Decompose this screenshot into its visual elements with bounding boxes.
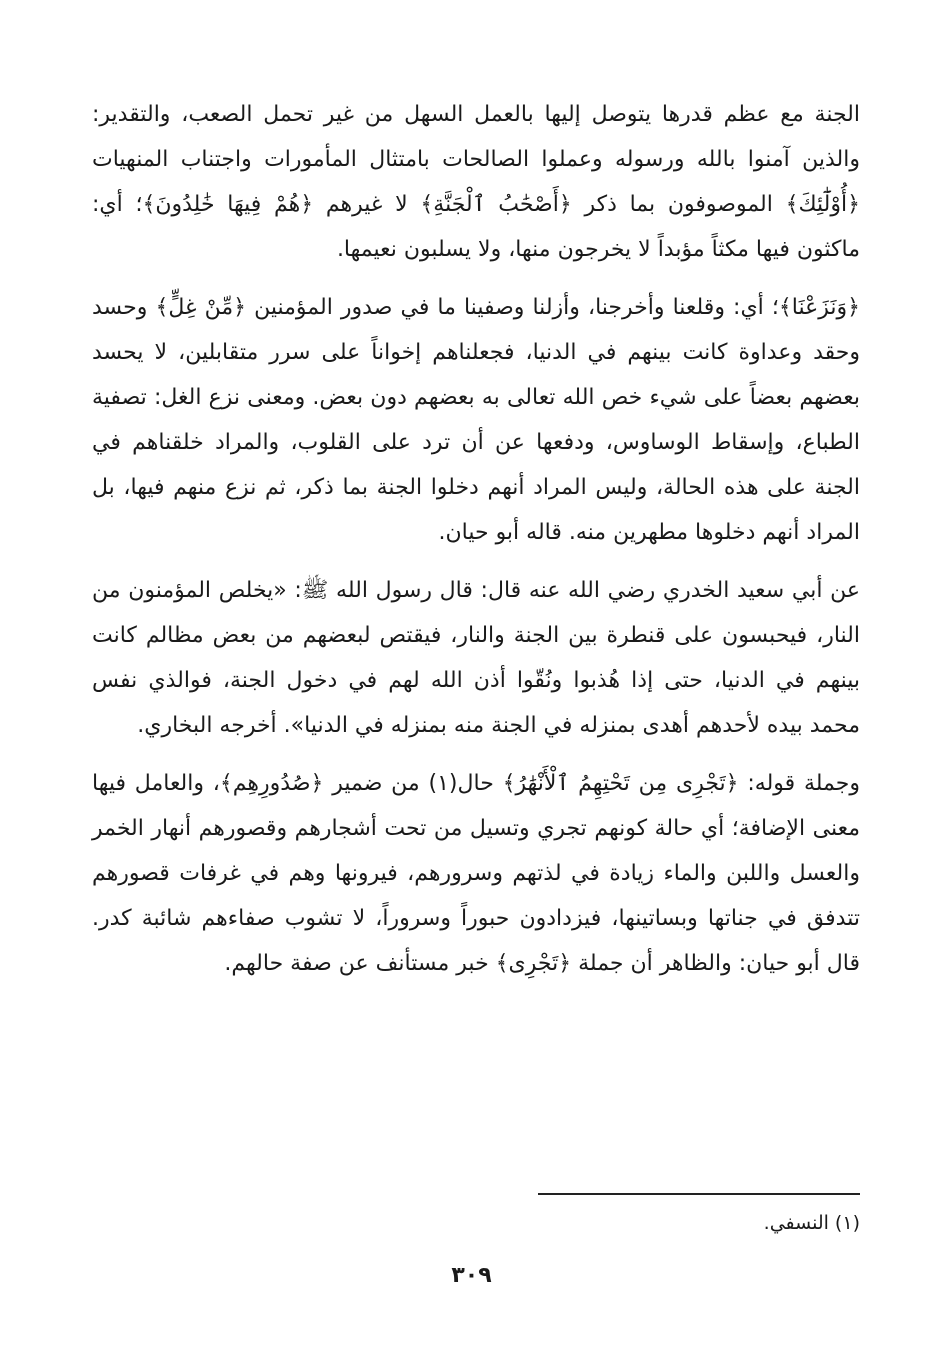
paragraph-1: الجنة مع عظم قدرها يتوصل إليها بالعمل السهل من غير تحمل الصعب، والتقدير: والذين آمنوا بالله ورسوله وعملوا الصالحات بامتثال المأمورات واجتناب المنهيات ﴿أُوْلَٰٓئِكَ﴾ الموصوفون بما ذكر ﴿أَصْحَٰبُ ٱلْجَنَّةِ﴾ لا غيرهم ﴿هُمْ فِيهَا خَٰلِدُونَ﴾؛ أي: ماكثون فيها مكثاً مؤبداً لا يخرجون منها، ولا يسلبون نعيمها. — [92, 102, 860, 262]
paragraph-4: وجملة قوله: ﴿تَجْرِى مِن تَحْتِهِمُ ٱلْأَنْهَٰرُ﴾ حال(١) من ضمير ﴿صُدُورِهِم﴾، والعامل فيها معنى الإضافة؛ أي حالة كونهم تجري وتسيل من تحت أشجارهم وقصورهم أنهار الخمر والعسل واللبن والماء زيادة في لذتهم وسرورهم، فيرونها وهم في غرفات قصورهم تتدفق في جناتها وبساتينها، فيزدادون حبوراً وسروراً، لا تشوب صفاءهم شائبة كدر. قال أبو حيان: والظاهر أن جملة ﴿تَجْرِى﴾ خبر مستأنف عن صفة حالهم. — [92, 771, 860, 976]
paragraph-3: عن أبي سعيد الخدري رضي الله عنه قال: قال رسول الله ﷺ: «يخلص المؤمنون من النار، فيحبسون على قنطرة بين الجنة والنار، فيقتص لبعضهم من بعض مظالم كانت بينهم في الدنيا، حتى إذا هُذبوا ونُقّوا أذن الله لهم في دخول الجنة، فوالذي نفس محمد بيده لأحدهم أهدى بمنزله في الجنة منه بمنزله في الدنيا». أخرجه البخاري. — [92, 578, 860, 738]
footnote-divider — [538, 1193, 860, 1195]
page-body — [92, 92, 860, 986]
page-number: ٣٠٩ — [451, 1263, 492, 1288]
footnote: (١) النسفي. — [763, 1212, 860, 1234]
paragraph-2: ﴿وَنَزَعْنَا﴾؛ أي: وقلعنا وأخرجنا، وأزلنا وصفينا ما في صدور المؤمنين ﴿مِّنْ غِلٍّ﴾ وحسد وحقد وعداوة كانت بينهم في الدنيا، فجعلناهم إخواناً على سرر متقابلين، لا يحسد بعضهم بعضاً على شيء خص الله تعالى به بعضهم دون بعض. ومعنى نزع الغل: تصفية الطباع، وإسقاط الوساوس، ودفعها عن أن ترد على القلوب، والمراد خلقناهم في الجنة على هذه الحالة، وليس المراد أنهم دخلوا الجنة بما ذكر، ثم نزع منهم فيها، بل المراد أنهم دخلوها مطهرين منه. قاله أبو حيان. — [92, 295, 860, 545]
